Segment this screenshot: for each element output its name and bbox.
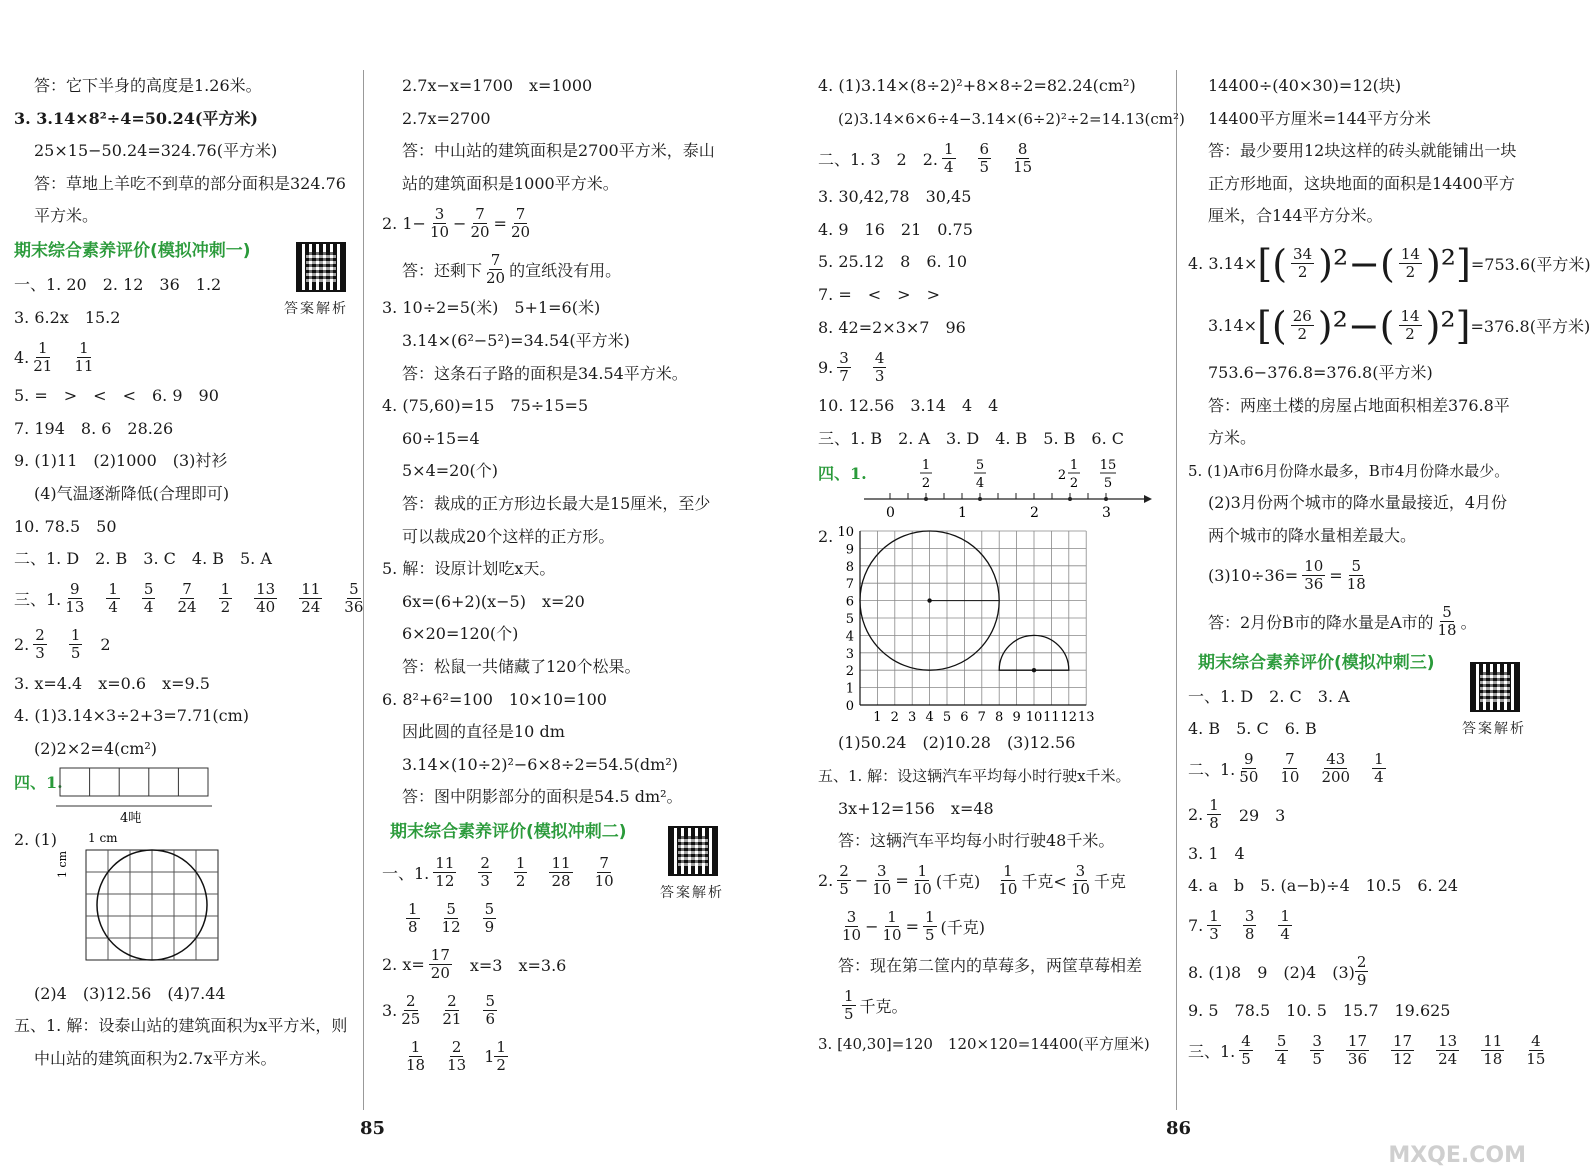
fraction: $\frac{3}{10}$ [842, 908, 862, 945]
fraction: $\frac{1}{5}$ [844, 986, 854, 1023]
text-line: 3. 3.14×8²÷4=50.24(平方米) [14, 108, 258, 128]
fraction-line [1188, 295, 1591, 357]
fraction-group [1235, 1033, 1563, 1068]
fraction: $\frac{4}{3}$ [874, 348, 885, 385]
fraction-group [1235, 751, 1403, 786]
fraction: $\frac{1}{11}$ [74, 338, 94, 375]
y-tick-label: 9 [845, 542, 854, 558]
fraction: $\frac{11}{28}$ [551, 854, 571, 891]
text-line: 答：它下半身的高度是1.26米。 [34, 76, 262, 95]
unit: 千克 [1093, 872, 1126, 892]
text-line: 二、1. D 2. B 3. C 4. B 5. A [14, 549, 272, 569]
fraction-line [382, 896, 742, 942]
text-line: 三、1. B 2. A 3. D 4. B 5. B 6. C [818, 428, 1125, 448]
fraction: $\frac{1}{3}$ [1209, 907, 1219, 944]
text-line: 2.7x−x=1700 x=1000 [402, 76, 593, 95]
fraction: $\frac{5}{4}$ [143, 580, 154, 617]
item-number: 7. [1188, 916, 1204, 936]
expression: 2. x= [382, 955, 425, 975]
y-tick-label: 4 [845, 629, 854, 645]
tick-label: 3 [1102, 505, 1111, 522]
fraction: $\frac{34}{2}$ [1293, 245, 1313, 282]
text-line: 5. = > < < 6. 9 90 [14, 386, 219, 406]
fraction: $\frac{1}{5}$ [925, 908, 935, 945]
text-line: 因此圆的直径是10 dm [402, 722, 565, 742]
fraction-group [402, 1039, 484, 1074]
fraction-line: $\frac{3}{10}$ − $\frac{1}{10}$ = $\frac{1}{5}$ (千克) [842, 908, 986, 945]
fraction: $\frac{2}{3}$ [480, 854, 490, 891]
y-tick-label: 2 [845, 664, 854, 680]
fraction: $\frac{1}{10}$ [912, 862, 932, 899]
text-line: 8. 42=2×3×7 96 [818, 317, 966, 337]
fraction: $\frac{3}{10}$ [872, 862, 892, 899]
text-line: 4. B 5. C 6. B [1188, 719, 1317, 739]
text-line: 答：最少要用12块这样的砖头就能铺出一块 [1208, 141, 1517, 161]
fraction-line [1188, 949, 1528, 995]
unit: (千克) [940, 918, 986, 938]
text-line: 3. 10÷2=5(米) 5+1=6(米) [382, 298, 601, 318]
text-line: 14400平方厘米=144平方分米 [1208, 108, 1431, 128]
x-tick-label: 3 [908, 710, 917, 726]
text-line: 60÷15=4 [402, 428, 480, 448]
y-tick-label: 0 [845, 699, 854, 715]
y-tick-label: 8 [845, 560, 854, 576]
fraction-line [818, 135, 1170, 181]
item-number: 2. [14, 635, 30, 655]
fraction: $\frac{17}{12}$ [1393, 1032, 1413, 1068]
fraction: $\frac{1}{10}$ [998, 862, 1018, 899]
text-line: 厘米，合144平方分米。 [1208, 206, 1383, 226]
text-line: 方米。 [1208, 428, 1257, 448]
fraction-line [818, 344, 1170, 390]
expression: =376.8(平方米) [1470, 317, 1591, 337]
text-line: 五、1. 解：设这辆汽车平均每小时行驶x千米。 [818, 766, 1131, 785]
column-1 [14, 70, 364, 1075]
bar-diagram-row [14, 766, 359, 828]
section-title: 期末综合素养评价(模拟冲刺三) [1198, 652, 1435, 673]
column-divider [1176, 70, 1177, 1110]
fraction: $\frac{13}{24}$ [1438, 1032, 1458, 1068]
fraction: $\frac{1}{2}$ [515, 854, 526, 891]
fraction-line [382, 1034, 742, 1080]
fraction: $\frac{14}{2}$ [1400, 245, 1420, 282]
text-line: (4)气温逐渐降低(合理即可) [34, 483, 230, 503]
page-number: 86 [1166, 1118, 1192, 1139]
text-line: 3. 1 4 [1188, 843, 1245, 863]
x-tick-label: 5 [942, 710, 952, 726]
fraction: $\frac{2}{13}$ [447, 1038, 467, 1075]
fraction: $\frac{5}{18}$ [1346, 557, 1366, 594]
fraction-line [14, 576, 364, 622]
mark-denominator: 2 [921, 476, 931, 492]
expression: 千克。 [859, 996, 908, 1016]
bar-diagram [56, 766, 256, 826]
coordinate-grid-row [818, 527, 1170, 727]
expression: 。 [1460, 613, 1477, 633]
qr-label: 答案解析 [1462, 721, 1526, 737]
section-title: 期末综合素养评价(模拟冲刺一) [14, 240, 251, 261]
text-line: 答：裁成的正方形边长最大是15厘米，至少 [402, 493, 711, 513]
mark-denominator: 5 [1103, 476, 1113, 492]
bar-diagram-label: 4吨 [120, 810, 142, 826]
x-tick-label: 6 [960, 710, 969, 726]
x-tick-label: 11 [1043, 710, 1060, 726]
item-number: 二、1. [1188, 760, 1236, 780]
qr-label: 答案解析 [660, 885, 724, 901]
fraction-line: 2. $\frac{2}{5}$ − $\frac{3}{10}$ = $\frac{1}{10}$ (千克) $\frac{1}{10}$ 千克< $\frac{3}{10}$ 千克 [818, 862, 1126, 899]
fraction: $\frac{2}{5}$ [839, 862, 849, 899]
fraction: $\frac{1}{10}$ [882, 908, 902, 945]
text-line: 一、1. D 2. C 3. A [1188, 686, 1350, 706]
fraction-line [1188, 792, 1528, 838]
fraction: $\frac{1}{2}$ [496, 1038, 506, 1075]
fraction: $\frac{1}{18}$ [406, 1038, 426, 1075]
mark-denominator: 2 [1069, 476, 1079, 492]
mark-whole: 2 [1057, 468, 1067, 484]
text-line: 答：两座土楼的房屋占地面积相差376.8平 [1208, 395, 1510, 415]
bracket: [( [1257, 303, 1287, 348]
fraction: $\frac{1}{4}$ [1280, 907, 1290, 944]
fraction: $\frac{2}{25}$ [401, 992, 421, 1029]
text-line: 答：图中阴影部分的面积是54.5 dm²。 [402, 787, 683, 807]
bracket: )²] [1425, 241, 1471, 286]
fraction: $\frac{5}{36}$ [344, 580, 364, 617]
fraction-group [29, 627, 100, 662]
text-line: (2)4 (3)12.56 (4)7.44 [34, 983, 226, 1003]
x-tick-label: 12 [1060, 710, 1078, 726]
text-line: 答：中山站的建筑面积是2700平方米，泰山 [402, 141, 715, 161]
fraction: $\frac{7}{24}$ [177, 580, 197, 617]
mark-numerator: 15 [1099, 458, 1117, 474]
text-line: 站的建筑面积是1000平方米。 [402, 173, 619, 193]
fraction: $\frac{17}{36}$ [1347, 1032, 1368, 1068]
item-number: 3. [382, 1001, 398, 1021]
fraction: $\frac{9}{50}$ [1239, 750, 1259, 787]
fraction-line [14, 622, 359, 668]
x-tick-label: 4 [925, 710, 934, 726]
text-line: 3. [40,30]=120 120×120=14400(平方厘米) [818, 1035, 1150, 1054]
qr-code-icon [296, 242, 346, 292]
y-tick-label: 5 [845, 612, 854, 628]
text-line: 答：这条石子路的面积是34.54平方米。 [402, 363, 688, 383]
text-line: 答：现在第二筐内的草莓多，两筐草莓相差 [838, 955, 1143, 975]
mark-denominator: 4 [975, 476, 985, 492]
text-line: 平方米。 [34, 206, 99, 226]
x-tick-label: 8 [995, 710, 1004, 726]
number-line [858, 455, 1158, 527]
fraction-line [1188, 233, 1591, 295]
item-number: 四、1. [14, 772, 63, 792]
text-line: 10. 78.5 50 [14, 516, 117, 536]
fraction: $\frac{5}{9}$ [484, 900, 495, 937]
unit-label: 1 cm [56, 850, 69, 878]
fraction: $\frac{2}{21}$ [442, 992, 462, 1029]
expression: (3)10÷36= [1208, 566, 1299, 586]
x-tick-label: 10 [1025, 710, 1043, 726]
expression: 8. (1)8 9 (2)4 (3) [1188, 963, 1355, 983]
column-4 [1188, 70, 1591, 1074]
circle-in-square-figure [52, 828, 272, 978]
text-line: 答：这辆汽车平均每小时行驶48千米。 [838, 831, 1115, 851]
bracket: )²−( [1317, 303, 1395, 348]
fraction-group [429, 855, 631, 890]
fraction: $\frac{9}{13}$ [65, 580, 85, 617]
fraction: $\frac{5}{6}$ [485, 992, 495, 1029]
item-number: 2. [818, 871, 834, 891]
expression: 答：还剩下 [402, 260, 483, 280]
expression: 4. 3.14× [1188, 254, 1258, 274]
text-line: 10. 12.56 3.14 4 4 [818, 396, 999, 416]
tick-label: 0 [886, 505, 895, 522]
fraction: $\frac{26}{2}$ [1292, 307, 1312, 344]
x-tick-label: 9 [1012, 710, 1021, 726]
qr-code-icon [668, 826, 718, 876]
fraction: $\frac{3}{10}$ [1070, 862, 1090, 899]
fraction: $\frac{1}{5}$ [70, 626, 81, 663]
expression: 3.14× [1208, 316, 1258, 336]
fraction: $\frac{1}{4}$ [1374, 750, 1384, 787]
text-line: 4. a b 5. (a−b)÷4 10.5 6. 24 [1188, 876, 1459, 896]
fraction-line [14, 334, 359, 380]
item-number: 4. [14, 347, 30, 367]
semicircle-center-point [1032, 668, 1036, 672]
item-number: 三、1. [1188, 1042, 1236, 1061]
text-line: 正方形地面，这块地面的面积是14400平方 [1208, 173, 1515, 193]
fraction: $\frac{5}{12}$ [441, 900, 461, 937]
fraction-group [402, 901, 514, 936]
fraction: $\frac{43}{200}$ [1321, 750, 1351, 787]
text-line: 6. 8²+6²=100 10×10=100 [382, 689, 607, 709]
fraction-line [382, 246, 742, 292]
item-number: 9. [818, 357, 834, 377]
x-tick-label: 1 [873, 710, 882, 726]
text-line: 5×4=20(个) [402, 461, 499, 481]
circle-grid-row [14, 828, 359, 978]
item-number: 2. [818, 527, 834, 547]
x-tick-label: 7 [977, 710, 986, 726]
mark-numerator: 1 [1069, 458, 1079, 474]
text-line: 6×20=120(个) [402, 624, 519, 644]
fraction: $\frac{1}{4}$ [108, 580, 118, 617]
fraction-line [1188, 746, 1528, 792]
text-line: 答：草地上羊吃不到草的部分面积是324.76 [34, 173, 346, 193]
fraction: $\frac{5}{4}$ [1276, 1032, 1287, 1068]
text-line: 7. 194 8. 6 28.26 [14, 418, 174, 438]
text-line: 3x+12=156 x=48 [838, 798, 994, 818]
fraction: $\frac{3}{7}$ [839, 348, 849, 385]
bracket: )²] [1425, 303, 1471, 348]
fraction: $\frac{4}{5}$ [1241, 1032, 1251, 1068]
fraction: $\frac{7}{20}$ [510, 204, 531, 241]
fraction: $\frac{3}{5}$ [1312, 1032, 1322, 1068]
text-line: (2)3月份两个城市的降水量最接近，4月份 [1208, 493, 1508, 513]
item-number: 2. (1) [14, 829, 58, 849]
x-tick-label: 13 [1077, 710, 1095, 726]
text-line: 五、1. 解：设泰山站的建筑面积为x平方米，则 [14, 1016, 348, 1036]
fraction-line [382, 942, 742, 988]
unit-label: 1 cm [88, 830, 118, 845]
bracket: [( [1257, 241, 1288, 286]
text-line: 3.14×(6²−5²)=34.54(平方米) [402, 330, 630, 350]
fraction: $\frac{1}{8}$ [1209, 796, 1219, 833]
fraction-line [382, 988, 742, 1034]
mark-numerator: 1 [921, 458, 931, 474]
text-line: 2.7x=2700 [402, 108, 491, 128]
text-line: 3. x=4.4 x=0.6 x=9.5 [14, 673, 210, 693]
watermark: MXQE.COM [1388, 1143, 1526, 1168]
text-line: 4. 9 16 21 0.75 [818, 219, 973, 239]
expression: 二、1. 3 2 2. [818, 149, 938, 169]
expression: 答：2月份B市的降水量是A市的 [1208, 613, 1434, 633]
answer-value: 2 [100, 635, 111, 655]
qr-code-icon [1470, 662, 1520, 712]
text-line: 9. 5 78.5 10. 5 15.7 19.625 [1188, 1000, 1451, 1020]
fraction-line: (3)10÷36= $\frac{10}{36}$ = $\frac{5}{18}$ [1208, 557, 1366, 594]
fraction-line: 2. 1− $\frac{3}{10}$ − $\frac{7}{20}$ = $\frac{7}{20}$ [382, 204, 531, 241]
item-number: 四、1. [818, 464, 867, 484]
x-tick-label: 2 [890, 710, 899, 726]
y-tick-label: 10 [837, 525, 854, 541]
text-line: 3. 30,42,78 30,45 [818, 187, 972, 207]
y-tick-label: 6 [845, 594, 854, 610]
text-line: 4. (1)3.14×(8÷2)²+8×8÷2=82.24(cm²) [818, 76, 1136, 95]
fraction: $\frac{1}{8}$ [408, 900, 418, 937]
text-line: 一、1. 20 2. 12 36 1.2 [14, 274, 222, 294]
y-tick-label: 7 [845, 577, 854, 593]
number-line-row [818, 455, 1170, 527]
fraction-group [833, 350, 904, 385]
text-line: (2)2×2=4(cm²) [34, 738, 158, 758]
mixed-number-whole: 1 [484, 1047, 495, 1067]
text-line: 7. = < > > [818, 284, 940, 304]
text-line: (1)50.24 (2)10.28 (3)12.56 [838, 733, 1076, 753]
text-line: 14400÷(40×30)=12(块) [1208, 76, 1402, 95]
fraction: $\frac{5}{18}$ [1437, 603, 1457, 640]
text-line: 5. 解：设原计划吃x天。 [382, 559, 556, 579]
fraction-group [1203, 908, 1310, 943]
fraction: $\frac{2}{3}$ [35, 626, 45, 663]
fraction: $\frac{7}{20}$ [486, 250, 506, 287]
fraction: $\frac{2}{9}$ [1356, 953, 1367, 990]
fraction: $\frac{7}{20}$ [470, 204, 490, 241]
fraction: $\frac{1}{2}$ [220, 580, 231, 617]
text-line: 5. 25.12 8 6. 10 [818, 252, 968, 272]
qr-label: 答案解析 [284, 301, 348, 317]
text-line: 4. (75,60)=15 75÷15=5 [382, 396, 589, 416]
text-line: 答：松鼠一共储藏了120个松果。 [402, 656, 641, 676]
fraction-line [1188, 1028, 1546, 1074]
fraction-line [1188, 903, 1528, 949]
fraction-group [61, 581, 381, 616]
page-number: 85 [360, 1118, 386, 1139]
item-number: 一、1. [382, 864, 430, 884]
text-line: 3. 6.2x 15.2 [14, 307, 121, 327]
fraction: $\frac{1}{4}$ [943, 139, 954, 176]
text-line: 9. (1)11 (2)1000 (3)衬衫 [14, 451, 228, 471]
column-2 [382, 70, 742, 1080]
item-number: 三、1. [14, 590, 62, 610]
y-tick-label: 1 [845, 681, 854, 697]
unit: (千克) [935, 872, 981, 892]
section-title: 期末综合素养评价(模拟冲刺二) [390, 821, 627, 842]
fraction: $\frac{8}{15}$ [1013, 139, 1033, 176]
fraction: $\frac{1}{21}$ [33, 338, 53, 375]
expression: 的宣纸没有用。 [509, 260, 622, 280]
text-line: 753.6−376.8=376.8(平方米) [1208, 362, 1433, 382]
fraction-group [397, 993, 515, 1028]
column-3 [818, 70, 1185, 1061]
fraction-group [938, 141, 1050, 176]
text-line: 可以裁成20个这样的正方形。 [402, 526, 615, 546]
fraction: $\frac{4}{15}$ [1526, 1032, 1546, 1068]
text-line: 4. (1)3.14×3÷2+3=7.71(cm) [14, 706, 250, 726]
fraction: $\frac{11}{18}$ [1483, 1032, 1503, 1068]
fraction: $\frac{3}{10}$ [429, 204, 450, 241]
expression: =753.6(平方米) [1470, 255, 1591, 275]
expression: 29 3 [1238, 806, 1286, 826]
bracket: )²−( [1318, 241, 1395, 286]
fraction-line [1188, 599, 1528, 645]
fraction: $\frac{14}{2}$ [1400, 307, 1420, 344]
fraction: $\frac{11}{12}$ [435, 854, 455, 891]
y-tick-label: 3 [845, 647, 854, 663]
expression: 2. 1− [382, 213, 426, 233]
text-line: 6x=(6+2)(x−5) x=20 [402, 591, 585, 611]
fraction-line [818, 982, 1170, 1028]
fraction: $\frac{10}{36}$ [1304, 557, 1324, 594]
text-line: 两个城市的降水量相差最大。 [1208, 525, 1417, 545]
text-line: 25×15−50.24=324.76(平方米) [34, 141, 278, 161]
fraction: $\frac{13}{40}$ [256, 580, 276, 617]
expression: x=3 x=3.6 [469, 956, 567, 976]
fraction: $\frac{3}{8}$ [1244, 907, 1255, 944]
text-line: 3.14×(10÷2)²−6×8÷2=54.5(dm²) [402, 754, 678, 774]
item-number: 2. [1188, 805, 1204, 825]
fraction: $\frac{11}{24}$ [301, 580, 321, 617]
fraction: $\frac{7}{10}$ [1280, 750, 1300, 787]
coordinate-grid [832, 527, 1122, 727]
text-line: 中山站的建筑面积为2.7x平方米。 [34, 1048, 277, 1068]
fraction: $\frac{6}{5}$ [979, 139, 990, 176]
fraction: $\frac{7}{10}$ [594, 854, 614, 891]
fraction: $\frac{17}{20}$ [430, 946, 450, 983]
text-line: 5. (1)A市6月份降水最多，B市4月份降水最少。 [1188, 461, 1510, 480]
tick-label: 1 [958, 505, 967, 522]
mark-numerator: 5 [975, 458, 985, 474]
expression: 千克< [1021, 872, 1067, 892]
text-line: (2)3.14×6×6÷4−3.14×(6÷2)²÷2=14.13(cm²) [838, 109, 1185, 128]
tick-label: 2 [1030, 505, 1039, 522]
